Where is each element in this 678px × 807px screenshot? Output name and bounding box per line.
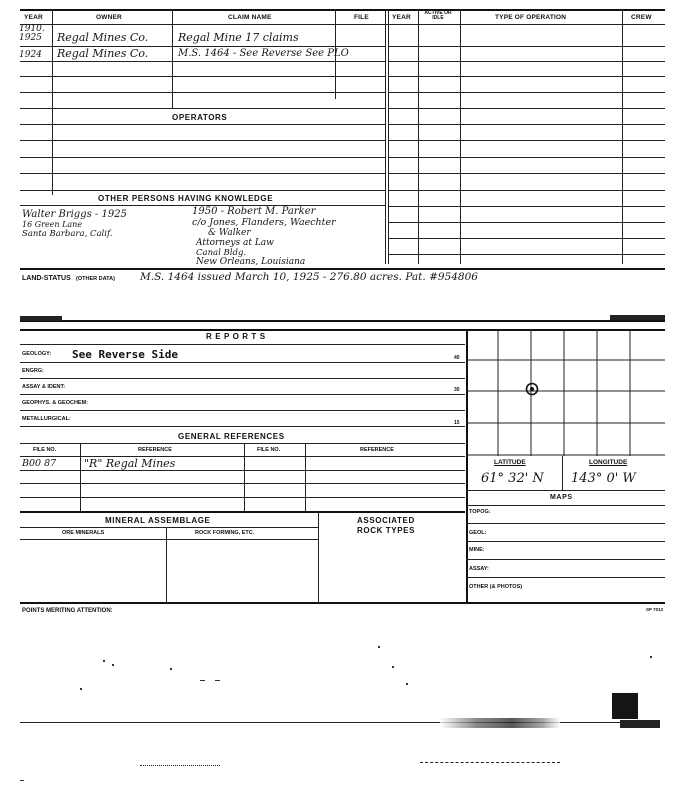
reference-header-2: REFERENCE: [360, 447, 394, 453]
rock-forming-header: ROCK FORMING, ETC.: [195, 530, 255, 536]
header-active-or-idle: ACTIVE OR IDLE: [424, 10, 452, 21]
reference-text: "R" Regal Mines: [84, 457, 176, 470]
geophys-label: GEOPHYS. & GEOCHEM:: [22, 400, 89, 406]
owner-row-owner: Regal Mines Co.: [57, 47, 149, 60]
form-number: SP 7012: [646, 607, 664, 612]
maps-topog-label: TOPOG:: [469, 509, 491, 515]
maps-other-label: OTHER (& PHOTOS): [469, 584, 523, 590]
report-mark: 15: [454, 420, 460, 426]
person-line: & Walker: [208, 228, 251, 238]
longitude-value: 143° 0' W: [571, 471, 636, 486]
owner-row-year: 1924: [19, 50, 42, 60]
geology-value: See Reverse Side: [72, 348, 178, 361]
other-persons-label: OTHER PERSONS HAVING KNOWLEDGE: [98, 194, 274, 203]
header-year-2: YEAR: [392, 14, 411, 21]
mineral-assemblage-title: MINERAL ASSEMBLAGE: [105, 516, 211, 525]
report-mark: 40: [454, 355, 460, 361]
land-status-value: M.S. 1464 issued March 10, 1925 - 276.80 acres. Pat. #954806: [140, 271, 478, 283]
reference-file: B00 87: [22, 458, 57, 469]
assay-label: ASSAY & IDENT:: [22, 384, 66, 390]
person-line: New Orleans, Louisiana: [196, 257, 306, 267]
header-crew: CREW: [631, 14, 652, 21]
maps-title: MAPS: [550, 494, 573, 501]
associated-label: ASSOCIATED: [357, 516, 415, 525]
header-file: FILE: [354, 14, 369, 21]
metallurgical-label: METALLURGICAL:: [22, 416, 71, 422]
owner-row-year: 1925: [19, 33, 42, 43]
header-owner: OWNER: [96, 14, 122, 21]
maps-geol-label: GEOL:: [469, 530, 487, 536]
location-grid: [466, 329, 665, 456]
land-status-label: LAND-STATUS: [22, 275, 71, 282]
geology-label: GEOLOGY:: [22, 351, 52, 357]
person-line: Canal Bldg.: [196, 248, 247, 258]
person-line: 1950 - Robert M. Parker: [192, 206, 316, 217]
person-line: Walter Briggs - 1925: [22, 209, 127, 220]
points-meriting-label: POINTS MERITING ATTENTION:: [22, 608, 113, 614]
file-no-header-2: FILE NO.: [257, 447, 281, 453]
header-type-of-operation: TYPE OF OPERATION: [495, 14, 567, 21]
reference-header: REFERENCE: [138, 447, 172, 453]
person-line: Attorneys at Law: [196, 238, 274, 248]
ore-minerals-header: ORE MINERALS: [62, 530, 105, 536]
maps-assay-label: ASSAY:: [469, 566, 489, 572]
person-line: 16 Green Lane: [22, 220, 83, 229]
location-marker: [527, 384, 538, 395]
report-mark: 30: [454, 387, 460, 393]
person-line: c/o Jones, Flanders, Waechter: [192, 217, 336, 228]
latitude-label: LATITUDE: [494, 459, 526, 466]
operators-label: OPERATORS: [172, 113, 228, 122]
reports-title: R E P O R T S: [206, 332, 266, 341]
latitude-value: 61° 32' N: [481, 471, 544, 486]
longitude-label: LONGITUDE: [589, 459, 628, 466]
person-line: Santa Barbara, Calif.: [22, 229, 113, 239]
header-claim-name: CLAIM NAME: [228, 14, 272, 21]
owner-row-owner: Regal Mines Co.: [57, 31, 149, 44]
general-references-title: GENERAL REFERENCES: [178, 432, 285, 441]
file-no-header: FILE NO.: [33, 447, 57, 453]
owner-row-year: 1910.: [19, 24, 45, 34]
maps-mine-label: MINE:: [469, 547, 485, 553]
engrg-label: ENGRG:: [22, 368, 44, 374]
owner-row-claim: Regal Mine 17 claims: [178, 31, 299, 44]
owner-row-claim: M.S. 1464 - See Reverse See PLO: [178, 48, 349, 59]
rock-types-label: ROCK TYPES: [357, 526, 416, 535]
header-year: YEAR: [24, 14, 43, 21]
land-status-other: (OTHER DATA): [76, 276, 115, 282]
